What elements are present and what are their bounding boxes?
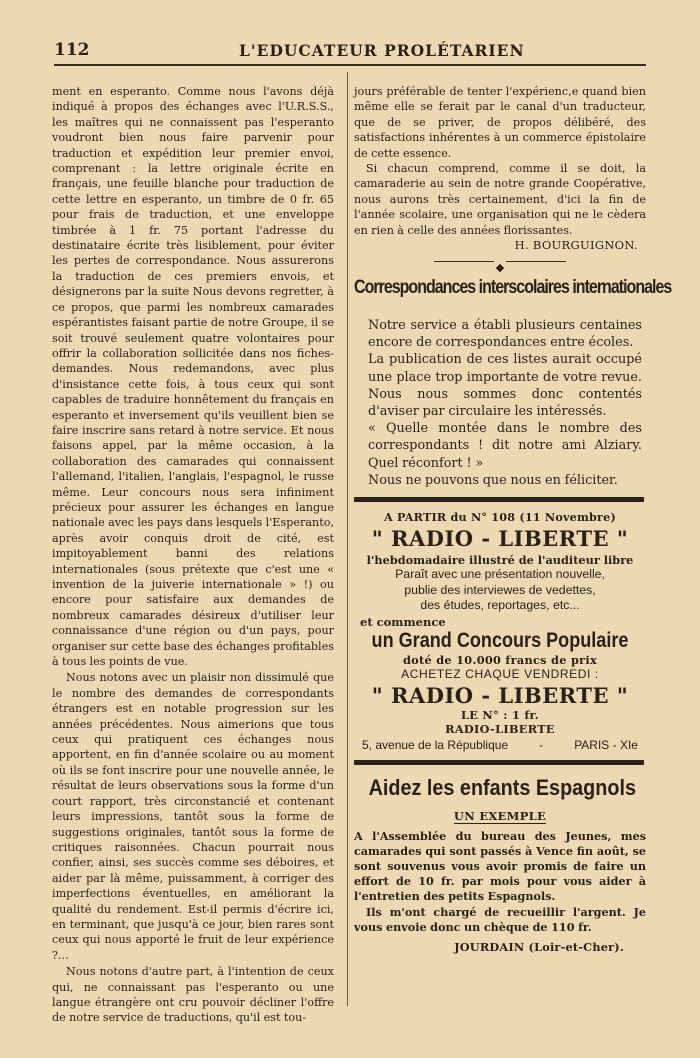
right-column — [354, 84, 672, 955]
correspondence-paragraph-2: La publication de ces listes aurait occupé une place trop importante de votre revue. Nous nous sommes donc contentés d'aviser par circulaire les intéressés. — [368, 352, 642, 420]
ad-address-street: 5, avenue de la République — [362, 737, 509, 752]
ad-address-separator: - — [539, 737, 544, 752]
ornament-line-left — [434, 261, 494, 262]
ad-magazine-name: " RADIO - LIBERTE " — [371, 526, 629, 552]
ad-address-city: PARIS - XIe — [574, 737, 638, 752]
correspondence-paragraph-3: « Quelle montée dans le nombre des correspondants ! dit notre ami Alziary. Quel réconfort ! » — [368, 421, 642, 471]
appeal-signature: JOURDAIN (Loir-et-Cher). — [454, 940, 624, 955]
appeal-paragraph-1: A l'Assemblée du bureau des Jeunes, mes camarades qui sont passés à Vence fin août, se sont souvenus vous avoir promis de faire un effort de 10 fr. par mois pour vous aider à l'entretien des petits Espagnols. — [354, 828, 646, 904]
left-paragraph-3: Nous notons d'autre part, à l'intention de ceux qui, ne connaissant pas l'esperanto ou une langue étrangère ont cru pouvoir décliner l'offre de notre service de traductions, qu'il est tou- — [52, 965, 334, 1025]
ad-buy: ACHETEZ CHAQUE VENDREDI : — [401, 666, 599, 681]
left-column — [52, 84, 334, 1026]
ad-address — [360, 738, 640, 752]
article-signature: H. BOURGUIGNON. — [514, 238, 638, 253]
appeal-title: Aidez les enfants Espagnols — [368, 774, 636, 800]
ad-prize: doté de 10.000 francs de prix — [402, 652, 598, 667]
appeal-subtitle-text: UN EXEMPLE — [453, 808, 547, 823]
ad-start-issue: A PARTIR du N° 108 (11 Novembre) — [384, 510, 616, 525]
page-number: 112 — [54, 40, 90, 60]
ad-publisher: RADIO-LIBERTE — [445, 721, 555, 736]
correspondence-paragraph-4: Nous ne pouvons que nous en féliciter. — [368, 472, 618, 488]
correspondence-paragraph-1: Notre service a établi plusieurs centaines encore de correspondances entre écoles. — [368, 318, 642, 351]
section-title: Correspondances interscolaires internationales — [354, 276, 672, 299]
column-divider — [347, 72, 348, 1006]
ad-bottom-rule — [354, 760, 644, 765]
correspondence-text — [354, 317, 646, 489]
ad-top-rule — [354, 497, 644, 502]
ad-description-2: publie des interviewes de vedettes, — [404, 582, 596, 597]
continuation-paragraph-1: jours préférable de tenter l'expérienc,e quand bien même elle se ferait par le canal d'un traducteur, que de se priver, de propos délibéré, des satisfactions inhérentes à un commerce épistolaire de cette essence. — [354, 85, 646, 160]
section-ornament — [354, 256, 646, 275]
ad-magazine-name-2: " RADIO - LIBERTE " — [371, 682, 629, 708]
ad-contest: un Grand Concours Populaire — [371, 628, 629, 652]
page-header — [54, 38, 646, 64]
radio-liberte-ad — [354, 510, 646, 752]
continuation-paragraph-2: Si chacun comprend, comme il se doit, la camaraderie au sein de notre grande Coopérative, nous aurons très certainement, d'ici la fin de l'année scolaire, une organisation qui ne le cèdera en rien à celle des années florissantes. — [354, 162, 646, 237]
ad-description-3: des études, reportages, etc... — [420, 598, 580, 613]
diamond-icon: ◆ — [495, 261, 505, 275]
appeal-subtitle — [354, 809, 646, 823]
header-rule — [54, 64, 646, 66]
ad-description-1: Paraît avec une présentation nouvelle, — [395, 567, 605, 582]
left-paragraph-2: Nous notons avec un plaisir non dissimulé que le nombre des demandes de correspondants étrangers est en notable progression sur les années précédentes. Nous aimerions que tous ceux qui pratiquent ces échanges nous apportent, en fin d'année scolaire ou au moment où ils se font inscrire pour une nouvelle année, le résultat de leurs observations sous la forme d'un court rapport, très circonstancié et contenant leurs impressions, tantôt sous la forme de suggestions originales, tantôt sous la forme de critiques raisonnées. Chacun pourrait nous confier, ainsi, ses succès comme ses déboires, et aider par là même, puissamment, à corriger des imperfections éventuelles, en améliorant la qualité du rendement. Est-il permis d'écrire ici, en terminant, que jusqu'à ce jour, bien rares sont ceux qui nous apporté le fruit de leur expérience ?... — [52, 671, 334, 962]
article-continuation — [354, 84, 646, 238]
ad-subtitle: l'hebdomadaire illustré de l'auditeur libre — [366, 553, 634, 568]
ad-lead: et commence — [360, 614, 446, 629]
running-title: L'EDUCATEUR PROLÉTARIEN — [239, 41, 525, 60]
ornament-line-right — [506, 261, 566, 262]
appeal-paragraph-2: Ils m'ont chargé de recueillir l'argent. Je vous envoie donc un chèque de 110 fr. — [354, 904, 646, 934]
left-paragraph-1: ment en esperanto. Comme nous l'avons déjà indiqué à propos des échanges avec l'U.R.S.S., les maîtres qui ne connaissent pas l'esperanto voudront bien nous faire parvenir pour traduction et expédition leur premier envoi, comprenant : la lettre originale écrite en français, une feuille blanche pour traduction de cette lettre en esperanto, un timbre de 0 fr. 65 pour frais de traduction, et une enveloppe timbrée à 1 fr. 75 portant l'adresse du destinataire écrite très lisiblement, pour éviter les pertes de correspondance. Nous assurerons la traduction de ces premiers envois, et désignerons par la suite Nous devons regretter, à ce propos, que parmi les nombreux camarades espérantistes faisant partie de notre Groupe, il se soit trouvé seulement quatre volontaires pour offrir la collaboration sollicitée dans nos fiches-demandes. Nous redemandons, avec plus d'insistance cette fois, à tous ceux qui sont capables de traduire honnêtement du français en esperanto et inversement qu'ils veuillent bien se faire inscrire sans retard à notre service. Et nous faisons appel, par la même occasion, à la collaboration des camarades qui connaissent l'allemand, l'italien, l'anglais, l'espagnol, le russe même. Leur concours nous sera infiniment précieux pour assurer les échanges en langue nationale avec les pays dans lesquels l'Esperanto, après avoir conquis droit de cité, est impitoyablement banni des relations internationales (sous prétexte que c'est une « invention de la juiverie internationale » !) ou encore pour satisfaire aux demandes de nombreux camarades désireux d'utiliser leur connaissance d'une région ou d'un pays, pour organiser sur cette base des échanges profitables à tous les points de vue. — [52, 85, 334, 669]
ad-price: LE N° : 1 fr. — [461, 707, 539, 722]
appeal-text — [354, 829, 646, 935]
